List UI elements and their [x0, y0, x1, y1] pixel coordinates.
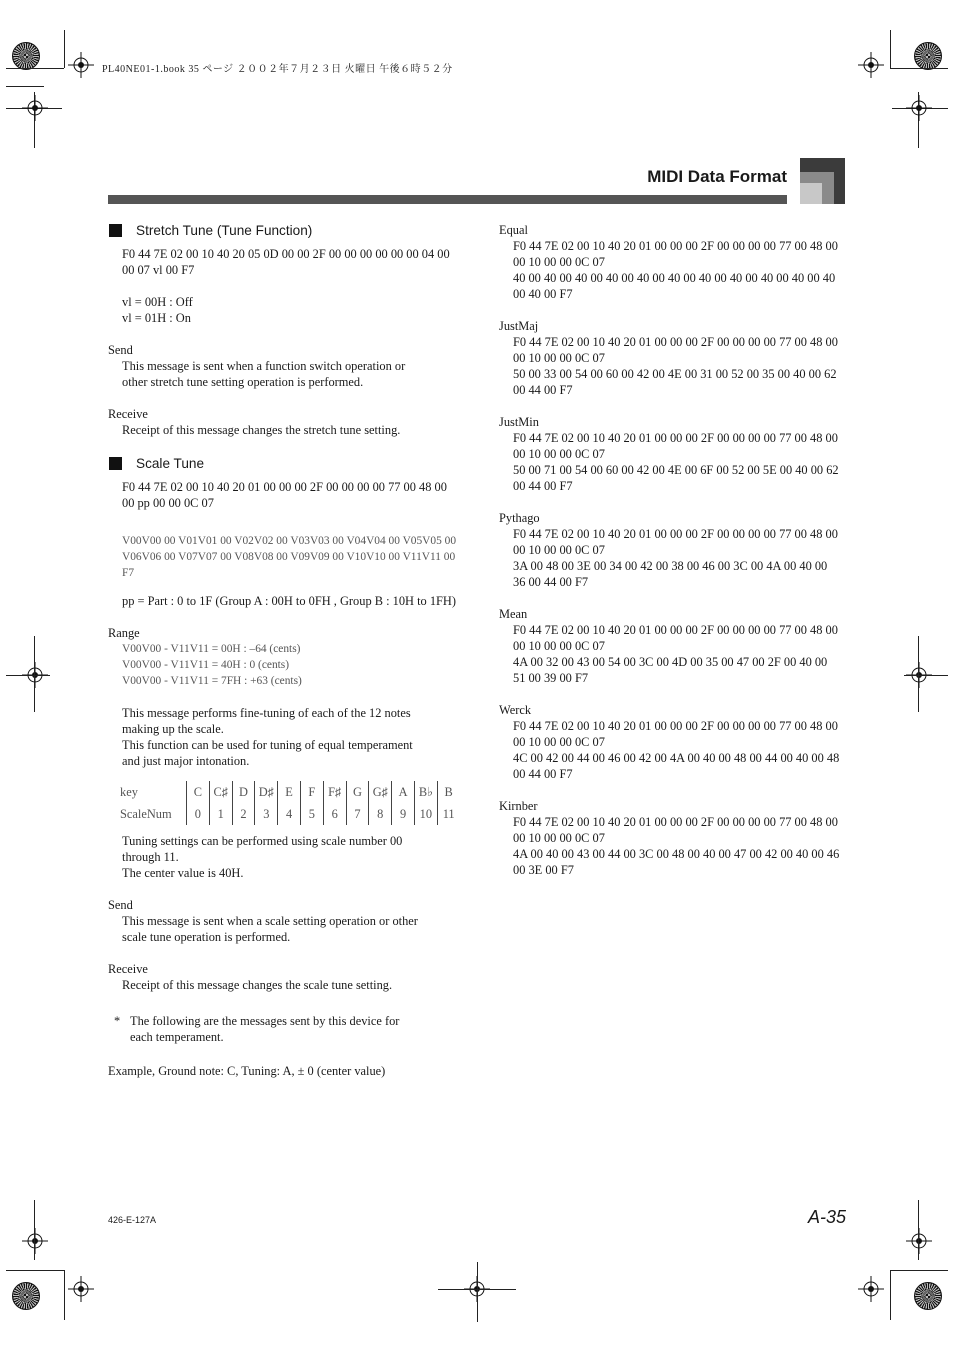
temperament-werck	[499, 702, 849, 782]
send-description: This message is sent when a function switch operation or other stretch tune setting operation is performed.	[122, 359, 406, 389]
scalenum-cell: 9	[392, 803, 415, 825]
crop-mark	[890, 1270, 948, 1271]
send-label: Send	[108, 343, 133, 357]
crop-mark	[890, 30, 891, 68]
crop-mark	[64, 1270, 65, 1320]
scalenum-cell: 5	[300, 803, 323, 825]
scale-tune-description: This message performs fine-tuning of each of the 12 notes making up the scale. This function can be used for tuning of equal temperament and just major intonation.	[122, 706, 413, 768]
temperament-kirnber	[499, 798, 849, 878]
temperament-data: F0 44 7E 02 00 10 40 20 01 00 00 00 2F 00 00 00 00 77 00 48 00 00 10 00 00 0C 07 3A 00 48 00 3E 00 34 00 42 00 38 00 46 00 3C 00 4A 00 40 00 36 00 44 00 F7	[513, 527, 838, 589]
key-label: key	[120, 784, 138, 799]
temperament-name: Equal	[499, 223, 528, 237]
key-cell: D♯	[255, 781, 278, 803]
crop-mark	[34, 636, 35, 712]
crop-mark	[34, 1200, 35, 1260]
key-cell: C♯	[209, 781, 232, 803]
key-cell: C	[187, 781, 210, 803]
stretch-tune-values: vl = 00H : Off vl = 01H : On	[122, 295, 193, 325]
temperament-data: F0 44 7E 02 00 10 40 20 01 00 00 00 2F 00 00 00 00 77 00 48 00 00 10 00 00 0C 07 40 00 40 00 40 00 40 00 40 00 40 00 40 00 40 00 40 00 40 00 40 00 40 00 F7	[513, 239, 838, 301]
range-values: V00V00 - V11V11 = 00H : –64 (cents) V00V00 - V11V11 = 40H : 0 (cents) V00V00 - V11V11 = 7FH : +63 (cents)	[122, 643, 302, 687]
section-heading-stretch-tune: Stretch Tune (Tune Function)	[108, 222, 460, 240]
scalenum-cell: 3	[255, 803, 278, 825]
scale-tune-v-values: V00V00 00 V01V01 00 V02V02 00 V03V03 00 V04V04 00 V05V05 00 V06V06 00 V07V07 00 V08V08 00 V09V09 00 V10V10 00 V11V11 00 F7	[122, 535, 457, 579]
temperament-name: Kirnber	[499, 799, 538, 813]
crop-mark	[6, 675, 50, 676]
crop-mark	[918, 636, 919, 712]
crop-mark	[918, 1200, 919, 1260]
registration-target-icon	[22, 1228, 48, 1254]
temperament-data: F0 44 7E 02 00 10 40 20 01 00 00 00 2F 00 00 00 00 77 00 48 00 00 10 00 00 0C 07 4C 00 42 00 44 00 46 00 42 00 4A 00 40 00 48 00 44 00 40 00 48 00 44 00 F7	[513, 719, 840, 781]
scalenum-cell: 10	[414, 803, 437, 825]
header-rule	[108, 195, 787, 204]
temperament-justmin	[499, 414, 849, 494]
file-stamp: PL40NE01-1.book 35 ページ ２００２年７月２３日 火曜日 午後６時５２分	[102, 64, 453, 75]
registration-target-icon	[68, 1276, 94, 1302]
key-cell: F♯	[323, 781, 346, 803]
registration-rosette-icon	[914, 1282, 942, 1310]
scalenum-cell: 8	[369, 803, 392, 825]
temperament-data: F0 44 7E 02 00 10 40 20 01 00 00 00 2F 00 00 00 00 77 00 48 00 00 10 00 00 0C 07 4A 00 32 00 43 00 54 00 3C 00 4D 00 35 00 47 00 2F 00 40 00 51 00 39 00 F7	[513, 623, 838, 685]
registration-target-icon	[858, 1276, 884, 1302]
temperament-name: JustMaj	[499, 319, 539, 333]
scalenum-cell: 11	[437, 803, 459, 825]
pp-description: pp = Part : 0 to 1F (Group A : 00H to 0FH , Group B : 10H to 1FH)	[122, 594, 456, 608]
temperament-data: F0 44 7E 02 00 10 40 20 01 00 00 00 2F 00 00 00 00 77 00 48 00 00 10 00 00 0C 07 50 00 71 00 54 00 60 00 42 00 4E 00 6F 00 52 00 5E 00 40 00 62 00 44 00 F7	[513, 431, 839, 493]
corner-block-decoration	[800, 183, 822, 204]
crop-mark	[904, 675, 948, 676]
scalenum-cell: 4	[278, 803, 301, 825]
temperament-mean	[499, 606, 849, 686]
key-cell: D	[232, 781, 255, 803]
receive-label: Receive	[108, 407, 148, 421]
registration-rosette-icon	[12, 42, 40, 70]
receive-description: Receipt of this message changes the stretch tune setting.	[122, 423, 401, 437]
receive-description: Receipt of this message changes the scale tune setting.	[122, 978, 393, 992]
crop-mark	[477, 1262, 478, 1322]
temperament-justmaj	[499, 318, 849, 398]
registration-target-icon	[906, 95, 932, 121]
document-code: 426-E-127A	[108, 1215, 157, 1225]
registration-rosette-icon	[12, 1282, 40, 1310]
key-cell: B♭	[414, 781, 437, 803]
send-description: This message is sent when a scale setting operation or other scale tune operation is performed.	[122, 914, 418, 944]
registration-target-icon	[906, 1228, 932, 1254]
send-label: Send	[108, 898, 133, 912]
scalenum-cell: 7	[346, 803, 369, 825]
crop-mark	[64, 30, 65, 68]
crop-mark	[6, 86, 44, 87]
temperament-data: F0 44 7E 02 00 10 40 20 01 00 00 00 2F 00 00 00 00 77 00 48 00 00 10 00 00 0C 07 50 00 33 00 54 00 60 00 42 00 4E 00 31 00 52 00 35 00 40 00 62 00 44 00 F7	[513, 335, 838, 397]
temperament-name: Mean	[499, 607, 528, 621]
asterisk-mark: *	[114, 1014, 121, 1028]
registration-target-icon	[68, 52, 94, 78]
registration-rosette-icon	[914, 42, 942, 70]
scale-key-table	[120, 781, 460, 825]
temperament-pythago	[499, 510, 849, 590]
square-bullet-icon	[109, 224, 122, 237]
scalenum-cell: 0	[187, 803, 210, 825]
key-cell: F	[300, 781, 323, 803]
scalenum-cell: 1	[209, 803, 232, 825]
key-cell: A	[392, 781, 415, 803]
temperament-name: Werck	[499, 703, 532, 717]
temperament-note: * The following are the messages sent by this device for each temperament.	[114, 1014, 400, 1044]
key-cell: E	[278, 781, 301, 803]
receive-label: Receive	[108, 962, 148, 976]
range-label: Range	[108, 626, 140, 640]
table-row	[120, 781, 460, 803]
temperament-data: F0 44 7E 02 00 10 40 20 01 00 00 00 2F 00 00 00 00 77 00 48 00 00 10 00 00 0C 07 4A 00 40 00 43 00 44 00 3C 00 48 00 40 00 47 00 42 00 40 00 46 00 3E 00 F7	[513, 815, 840, 877]
key-cell: B	[437, 781, 459, 803]
table-row	[120, 803, 460, 825]
scale-tune-message: F0 44 7E 02 00 10 40 20 01 00 00 00 2F 00 00 00 00 77 00 48 00 00 pp 00 00 0C 07	[122, 480, 447, 510]
crop-mark	[6, 68, 64, 69]
left-column	[108, 222, 460, 1079]
crop-mark	[890, 1270, 891, 1320]
stretch-tune-message: F0 44 7E 02 00 10 40 20 05 0D 00 00 2F 00 00 00 00 00 00 04 00 00 07 vl 00 F7	[122, 247, 450, 277]
page-number: A-35	[807, 1207, 846, 1227]
section-heading-scale-tune: Scale Tune	[108, 455, 460, 473]
temperament-name: JustMin	[499, 415, 539, 429]
scalenum-cell: 6	[323, 803, 346, 825]
key-cell: G♯	[369, 781, 392, 803]
example-line: Example, Ground note: C, Tuning: A, ± 0 (center value)	[108, 1064, 386, 1078]
scalenum-label: ScaleNum	[120, 806, 172, 821]
scalenum-cell: 2	[232, 803, 255, 825]
registration-target-icon	[22, 95, 48, 121]
temperament-equal	[499, 222, 849, 302]
right-column	[499, 222, 849, 878]
crop-mark	[890, 68, 948, 69]
page-title: MIDI Data Format	[647, 167, 787, 186]
square-bullet-icon	[109, 457, 122, 470]
key-cell: G	[346, 781, 369, 803]
registration-target-icon	[858, 52, 884, 78]
crop-mark	[6, 1270, 64, 1271]
tuning-description: Tuning settings can be performed using scale number 00 through 11. The center value is 40H.	[122, 834, 403, 880]
temperament-name: Pythago	[499, 511, 540, 525]
